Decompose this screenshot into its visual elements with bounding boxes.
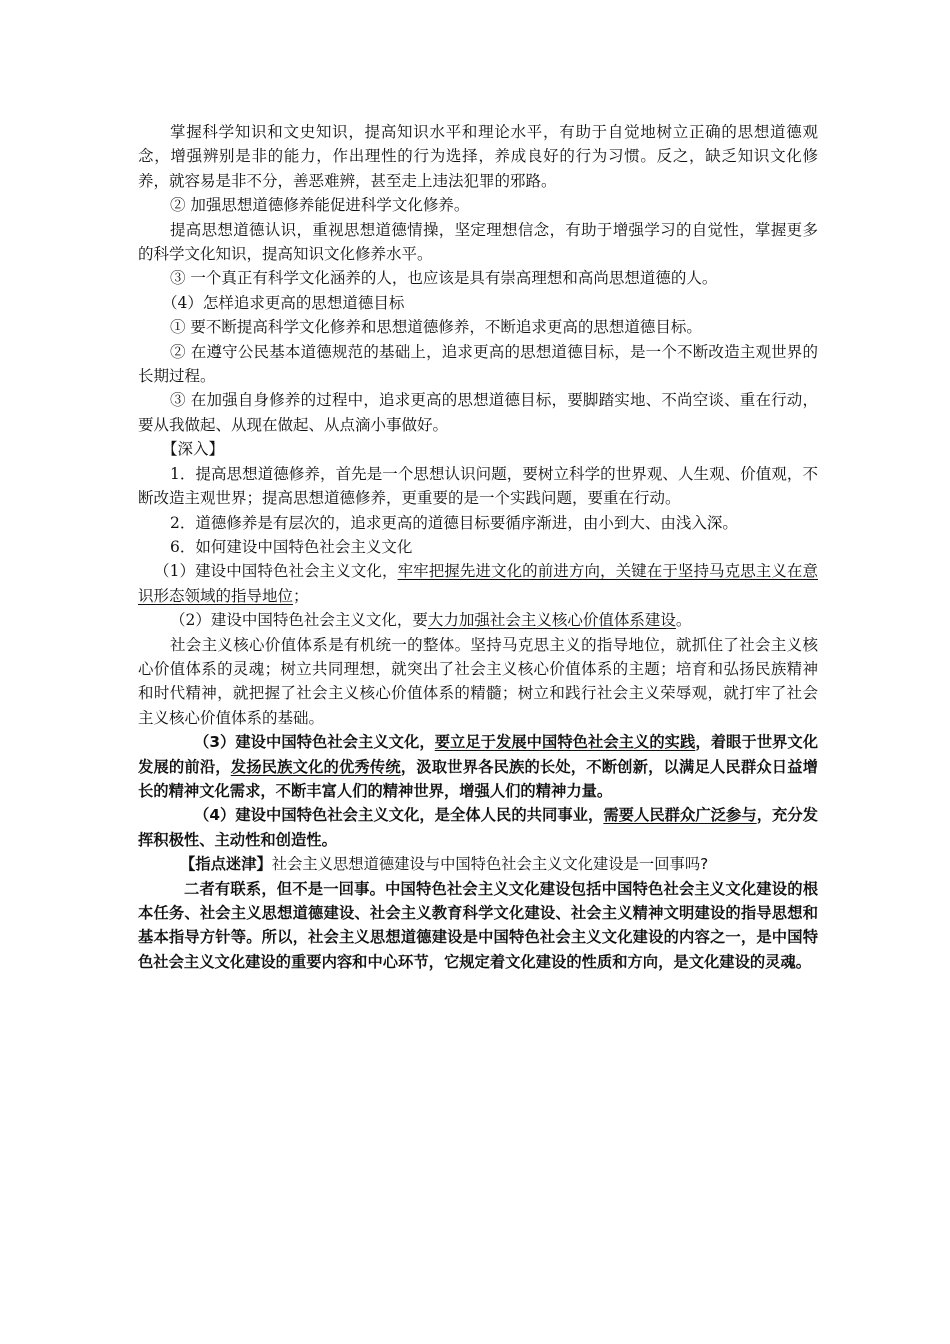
paragraph-deepen-1: 1．提高思想道德修养，首先是一个思想认识问题，要树立科学的世界观、人生观、价值观，不断改造主观世界；提高思想道德修养，更重要的是一个实践问题，要重在行动。 — [138, 464, 818, 508]
paragraph-knowledge: 掌握科学知识和文史知识，提高知识水平和理论水平，有助于自觉地树立正确的思想道德观念，增强辨别是非的能力，作出理性的行为选择，养成良好的行为习惯。反之，缺乏知识文化修养，就容易是非不分，善恶难辨，甚至走上违法犯罪的邪路。 — [138, 123, 818, 190]
tip-label: 【指点迷津】 — [180, 855, 272, 874]
culture-3-underline-2: 发扬民族文化的优秀传统 — [230, 757, 401, 776]
culture-1-underline: 牢牢把握先进文化的前进方向，关键在于坚持马克思主义在意识形态领域的指导地位 — [138, 562, 818, 605]
culture-3-tail: ，汲取世界各民族的长处，不断创新，以满足人民群众日益增长的精神文化需求，不断丰富人们的精神世界，增强人们的精神力量。 — [138, 757, 818, 800]
tip-question: 社会主义思想道德建设与中国特色社会主义文化建设是一回事吗? — [271, 855, 709, 874]
culture-4-lead: （4）建设中国特色社会主义文化，是全体人民的共同事业， — [194, 806, 604, 825]
paragraph-goal-1: ① 要不断提高科学文化修养和思想道德修养，不断追求更高的思想道德目标。 — [170, 318, 702, 337]
paragraph-culture-1 — [138, 559, 818, 608]
document-body — [138, 120, 818, 974]
culture-2-tail: 。 — [675, 611, 692, 630]
paragraph-point-3: ③ 一个真正有科学文化涵养的人，也应该是具有崇高理想和高尚思想道德的人。 — [170, 269, 718, 288]
heading-deepen: 【深入】 — [162, 440, 225, 459]
paragraph-goal-3: ③ 在加强自身修养的过程中，追求更高的思想道德目标，要脚踏实地、不尚空谈、重在行动，要从我做起、从现在做起、从点滴小事做好。 — [138, 391, 818, 434]
culture-2-underline: 大力加强社会主义核心价值体系建设 — [427, 611, 676, 630]
paragraph-culture-2 — [138, 608, 818, 632]
paragraph-point-2: ② 加强思想道德修养能促进科学文化修养。 — [170, 196, 470, 215]
culture-4-tail: ，充分发挥积极性、主动性和创造性。 — [138, 806, 818, 849]
culture-1-tail: ； — [293, 586, 309, 605]
heading-section-6: 6．如何建设中国特色社会主义文化 — [170, 537, 413, 556]
culture-3-underline-1: 要立足于发展中国特色社会主义的实践 — [434, 733, 696, 752]
culture-4-underline: 需要人民群众广泛参与 — [603, 806, 757, 825]
paragraph-tip-question — [138, 852, 818, 876]
paragraph-culture-4 — [138, 803, 818, 852]
paragraph-tip-answer: 二者有联系，但不是一回事。中国特色社会主义文化建设包括中国特色社会主义文化建设的根本任务、社会主义思想道德建设、社会主义教育科学文化建设、社会主义精神文明建设的指导思想和基本指导方针等。所以，社会主义思想道德建设是中国特色社会主义文化建设的内容之一，是中国特色社会主义文化建设的重要内容和中心环节，它规定着文化建设的性质和方向，是文化建设的灵魂。 — [138, 879, 818, 971]
paragraph-moral-awareness: 提高思想道德认识，重视思想道德情操，坚定理想信念，有助于增强学习的自觉性，掌握更多的科学文化知识，提高知识文化修养水平。 — [138, 220, 818, 264]
paragraph-goal-2: ② 在遵守公民基本道德规范的基础上，追求更高的思想道德目标，是一个不断改造主观世界的长期过程。 — [138, 342, 818, 386]
paragraph-core-values: 社会主义核心价值体系是有机统一的整体。坚持马克思主义的指导地位，就抓住了社会主义核心价值体系的灵魂；树立共同理想，就突出了社会主义核心价值体系的主题；培育和弘扬民族精神和时代精神，就把握了社会主义核心价值体系的精髓；树立和践行社会主义荣辱观，就打牢了社会主义核心价值体系的基础。 — [138, 635, 818, 727]
culture-3-middle: ，着眼于世界文化发展的前沿， — [138, 733, 818, 776]
paragraph-deepen-2: 2．道德修养是有层次的，追求更高的道德目标要循序渐进，由小到大、由浅入深。 — [170, 513, 738, 532]
culture-1-lead: （1）建设中国特色社会主义文化， — [154, 562, 398, 581]
culture-3-lead: （3）建设中国特色社会主义文化， — [194, 733, 435, 752]
paragraph-culture-3 — [138, 730, 818, 803]
culture-2-lead: （2）建设中国特色社会主义文化，要 — [170, 611, 428, 630]
heading-pursue-goals: （4）怎样追求更高的思想道德目标 — [162, 293, 405, 312]
